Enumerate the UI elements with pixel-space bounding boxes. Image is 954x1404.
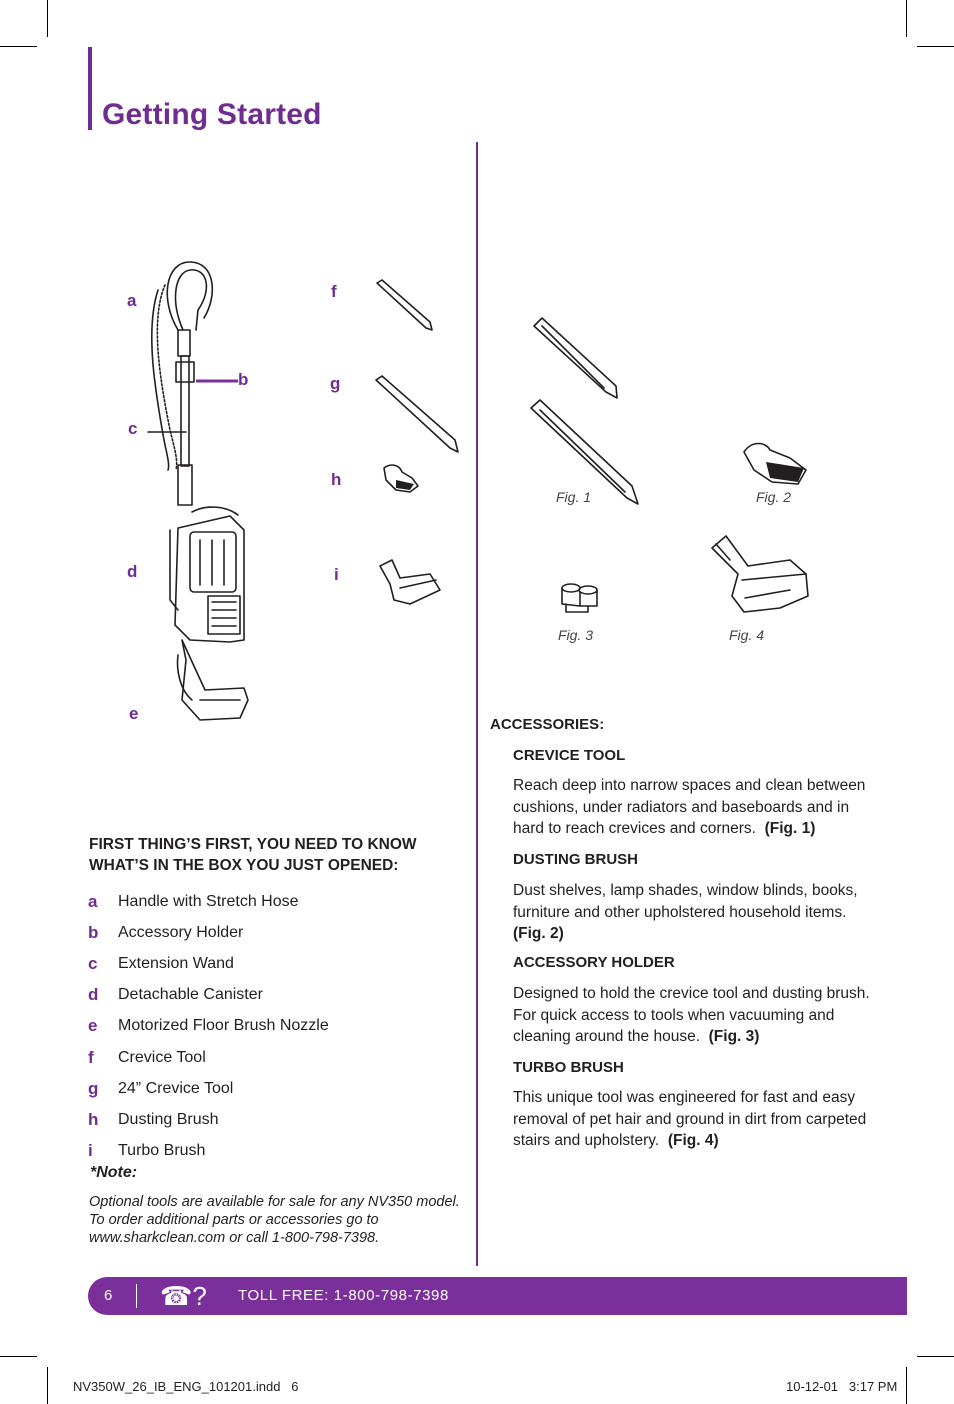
fig3-caption: Fig. 3 [558, 627, 594, 643]
crop-mark [47, 1367, 48, 1404]
item-label: Accessory Holder [118, 923, 244, 941]
box-heading-line1: FIRST THING’S FIRST, YOU NEED TO KNOW [89, 836, 417, 853]
list-item [88, 980, 468, 1011]
toll-free-number: TOLL FREE: 1-800-798-7398 [238, 1287, 449, 1304]
fig4-caption: Fig. 4 [729, 627, 765, 643]
crop-mark [0, 1356, 37, 1357]
fig2-caption: Fig. 2 [756, 489, 792, 505]
footer-divider [136, 1284, 137, 1308]
diagram-label-f: f [331, 282, 337, 301]
diagram-label-i: i [334, 565, 339, 584]
diagram-label-e: e [129, 704, 139, 723]
list-item [88, 1011, 468, 1042]
fig-ref: (Fig. 4) [667, 1132, 719, 1149]
diagram-label-b: b [238, 370, 249, 389]
item-key: i [88, 1141, 93, 1161]
item-key: g [88, 1078, 99, 1098]
list-item [88, 1042, 468, 1073]
page-title: Getting Started [102, 98, 322, 131]
phone-question-icon: ☎? [160, 1281, 207, 1311]
section-text: Reach deep into narrow spaces and clean between cushions, under radiators and baseboards and in hard to reach crevices and corners. [513, 777, 866, 837]
file-slug: NV350W_26_IB_ENG_101201.indd 6 [73, 1379, 299, 1394]
turbo-brush-text [513, 1087, 873, 1152]
accessory-holder-title: ACCESSORY HOLDER [513, 954, 675, 971]
diagram-label-d: d [127, 562, 138, 581]
section-text: Designed to hold the crevice tool and dusting brush. For quick access to tools when vacuuming and cleaning around the house. [513, 985, 870, 1045]
fig1-caption: Fig. 1 [556, 489, 592, 505]
item-key: d [88, 985, 99, 1005]
item-label: Dusting Brush [118, 1110, 219, 1128]
note-heading: *Note: [90, 1164, 138, 1181]
dusting-brush-title: DUSTING BRUSH [513, 851, 639, 868]
list-item [88, 1073, 468, 1104]
note-text: Optional tools are available for sale for any NV350 model. To order additional parts or accessories go to www.sharkclean.com or call 1-800-798-7398. [89, 1194, 460, 1246]
diagram-label-a: a [127, 291, 137, 310]
item-key: c [88, 953, 98, 973]
item-key: h [88, 1109, 99, 1129]
item-label: Detachable Canister [118, 986, 263, 1004]
accessory-holder-text [513, 983, 873, 1048]
item-label: Extension Wand [118, 954, 234, 972]
diagram-label-c: c [128, 419, 138, 438]
box-contents-heading [89, 834, 469, 876]
date-slug: 10-12-01 3:17 PM [786, 1379, 898, 1394]
item-label: 24” Crevice Tool [118, 1079, 234, 1097]
accessories-heading: ACCESSORIES: [490, 716, 605, 733]
box-contents-list [88, 886, 468, 1167]
item-label: Motorized Floor Brush Nozzle [118, 1017, 329, 1035]
footer-bar [88, 1277, 907, 1315]
turbo-brush-title: TURBO BRUSH [513, 1059, 624, 1076]
item-label: Turbo Brush [118, 1142, 206, 1160]
list-item [88, 1104, 468, 1135]
crop-mark [917, 1356, 954, 1357]
item-label: Crevice Tool [118, 1048, 206, 1066]
item-key: f [88, 1047, 94, 1067]
fig-ref: (Fig. 2) [513, 925, 564, 942]
diagram-label-g: g [330, 374, 341, 393]
fig2-dusting-brush [744, 444, 806, 485]
crevice-tool-text [513, 775, 873, 840]
fig3-accessory-holder [562, 584, 597, 612]
section-text: This unique tool was engineered for fast and easy removal of pet hair and ground in dirt from carpeted stairs and upholstery. [513, 1089, 867, 1149]
box-heading-line2: WHAT’S IN THE BOX YOU JUST OPENED: [89, 857, 399, 874]
accessory-figures [0, 0, 954, 700]
fig4-turbo-brush [712, 536, 808, 612]
crevice-tool-title: CREVICE TOOL [513, 747, 626, 764]
crop-mark [906, 1367, 907, 1404]
list-item [88, 1136, 468, 1167]
item-key: a [88, 891, 98, 911]
list-item [88, 948, 468, 979]
dusting-brush-text [513, 880, 873, 945]
list-item [88, 886, 468, 917]
item-label: Handle with Stretch Hose [118, 892, 299, 910]
item-key: e [88, 1016, 98, 1036]
page-number: 6 [104, 1287, 113, 1304]
fig-ref: (Fig. 3) [708, 1028, 760, 1045]
section-text: Dust shelves, lamp shades, window blinds, books, furniture and other upholstered household items. [513, 882, 858, 921]
diagram-label-h: h [331, 470, 342, 489]
fig-ref: (Fig. 1) [764, 820, 816, 837]
list-item [88, 917, 468, 948]
item-key: b [88, 922, 99, 942]
